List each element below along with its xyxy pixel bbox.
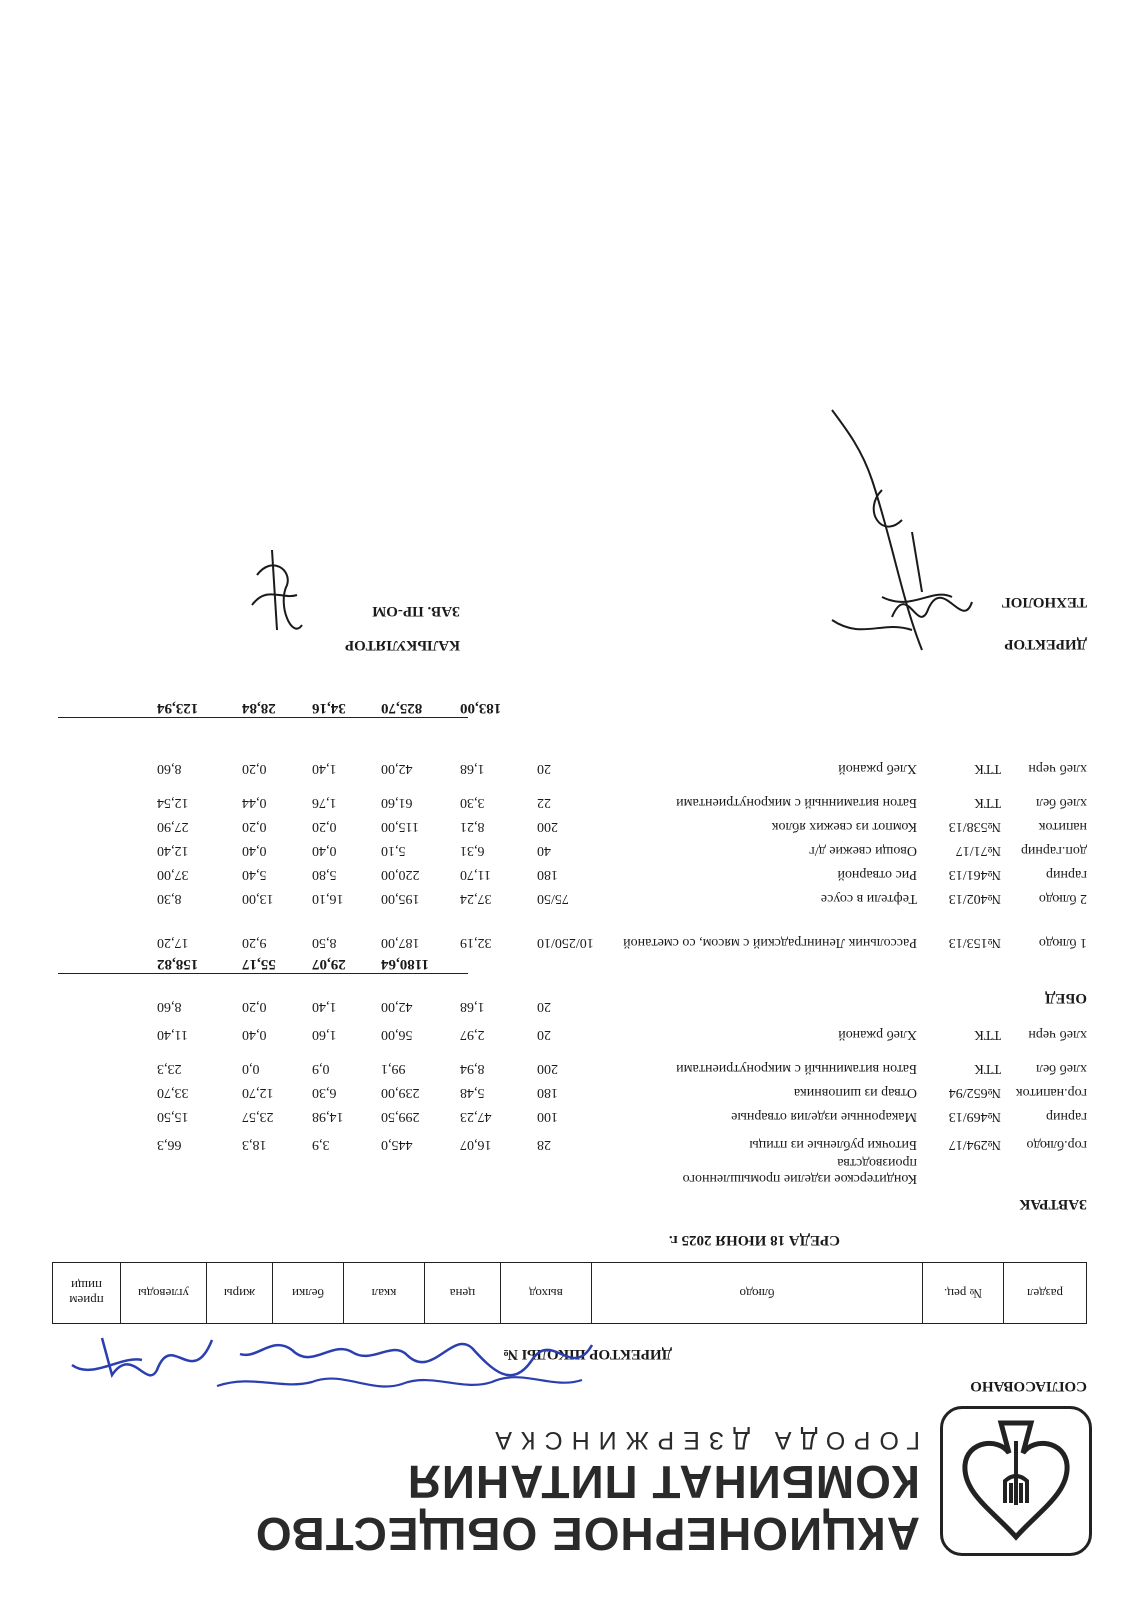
calculator-signature (242, 545, 312, 645)
breakfast-title: ЗАВТРАК (1019, 1196, 1087, 1212)
breakfast-cell-part: гарнир (1046, 1109, 1087, 1124)
breakfast-cell-protein: 1,60 (312, 1027, 337, 1042)
breakfast-cell-part: хлеб черн (1028, 1027, 1087, 1042)
breakfast-cell-recipe: №469/13 (948, 1109, 1001, 1124)
breakfast-cell-kcal: 239,00 (381, 1085, 420, 1100)
col-price: цена (425, 1263, 501, 1324)
breakfast-cell-carbs: 66,3 (157, 1137, 182, 1152)
breakfast-total-rule (58, 973, 468, 974)
lunch-cell-carbs: 8,30 (157, 891, 182, 906)
lunch-cell-part: хлеб черн (1028, 761, 1087, 776)
breakfast-total-protein: 29,07 (312, 956, 346, 972)
lunch-total-protein: 34,16 (312, 700, 346, 716)
breakfast-cell-meal: Макаронные изделия отварные (731, 1109, 917, 1124)
breakfast-cell-carbs: 33,70 (157, 1085, 189, 1100)
lunch-cell-carbs: 37,00 (157, 867, 189, 882)
lunch-cell-price: 3,30 (460, 795, 485, 810)
breakfast-cell-protein: 1,40 (312, 999, 337, 1014)
lunch-cell-price: 37,24 (460, 891, 492, 906)
breakfast-cell-price: 47,23 (460, 1109, 492, 1124)
breakfast-cell-carbs: 8,60 (157, 999, 182, 1014)
lunch-cell-recipe: №538/13 (948, 819, 1001, 834)
breakfast-cell-output: 180 (537, 1085, 558, 1100)
lunch-cell-price: 1,68 (460, 761, 485, 776)
breakfast-cell-kcal: 56,00 (381, 1027, 413, 1042)
breakfast-cell-price: 2,97 (460, 1027, 485, 1042)
breakfast-cell-recipe: ТТК (974, 1061, 1001, 1076)
director-label: ДИРЕКТОР (1004, 636, 1087, 652)
lunch-cell-part: напиток (1038, 819, 1087, 834)
breakfast-cell-part: гор.блюдо (1026, 1137, 1087, 1152)
lunch-cell-recipe: №71/17 (955, 843, 1001, 858)
lunch-cell-price: 8,21 (460, 819, 485, 834)
breakfast-total-carbs: 158,82 (157, 956, 199, 972)
lunch-total-carbs: 123,94 (157, 700, 199, 716)
lunch-cell-output: 20 (537, 761, 551, 776)
org-line-1: АКЦИОНЕРНОЕ ОБЩЕСТВО (254, 1508, 920, 1560)
lunch-cell-output: 200 (537, 819, 558, 834)
lunch-cell-price: 6,31 (460, 843, 485, 858)
lunch-cell-carbs: 8,60 (157, 761, 182, 776)
breakfast-cell-fat: 23,57 (242, 1109, 274, 1124)
lunch-cell-output: 180 (537, 867, 558, 882)
lunch-cell-protein: 16,10 (312, 891, 344, 906)
col-recipe: № рец. (923, 1263, 1004, 1324)
breakfast-cell-meal: Хлеб ржаной (838, 1027, 917, 1042)
organization-title (20, 1424, 920, 1560)
lunch-cell-part: 2 блюдо (1038, 891, 1087, 906)
lunch-cell-protein: 8,50 (312, 935, 337, 950)
lunch-cell-part: хлеб бел (1036, 795, 1087, 810)
breakfast-cell-fat: 0,0 (242, 1061, 260, 1076)
breakfast-cell-meal: Биточки рубленые из птицы (749, 1137, 917, 1152)
breakfast-cell-fat: 12,70 (242, 1085, 274, 1100)
breakfast-cell-output: 28 (537, 1137, 551, 1152)
lunch-title: ОБЕД (1045, 990, 1087, 1006)
lunch-cell-recipe: №461/13 (948, 867, 1001, 882)
approved-label: СОГЛАСОВАНО (970, 1378, 1087, 1394)
lunch-cell-protein: 5,80 (312, 867, 337, 882)
breakfast-cell-carbs: 23,3 (157, 1061, 182, 1076)
breakfast-total-fat: 55,17 (242, 956, 276, 972)
breakfast-cell-output: 20 (537, 1027, 551, 1042)
breakfast-cell-kcal: 299,50 (381, 1109, 420, 1124)
lunch-cell-fat: 0,44 (242, 795, 267, 810)
breakfast-cell-price: 8,94 (460, 1061, 485, 1076)
lunch-cell-meal: Компот из свежих яблок (771, 819, 917, 834)
lunch-cell-protein: 0,40 (312, 843, 337, 858)
lunch-total-price: 183,00 (460, 700, 502, 716)
lunch-cell-output: 75/50 (537, 891, 569, 906)
breakfast-cell-protein: 0,9 (312, 1061, 330, 1076)
lunch-cell-fat: 0,20 (242, 761, 267, 776)
school-director-label: ДИРЕКТОР ШКОЛЫ № (502, 1346, 672, 1362)
spade-fork-icon (943, 1409, 1089, 1553)
lunch-cell-meal: Тефтели в соусе (820, 891, 917, 906)
lunch-cell-meal: Рис отварной (837, 867, 917, 882)
lunch-cell-carbs: 17,20 (157, 935, 189, 950)
col-output: выход (501, 1263, 592, 1324)
day-title: СРЕДА 18 ИЮНЯ 2025 г. (668, 1232, 840, 1248)
lunch-cell-meal: Хлеб ржаной (838, 761, 917, 776)
lunch-cell-fat: 13,00 (242, 891, 274, 906)
lunch-cell-kcal: 61,60 (381, 795, 413, 810)
lunch-cell-output: 22 (537, 795, 551, 810)
breakfast-cell-recipe: №294/17 (948, 1137, 1001, 1152)
breakfast-cell-fat: 18,3 (242, 1137, 267, 1152)
breakfast-cell-part: гор.напиток (1015, 1085, 1087, 1100)
col-fat: жиры (207, 1263, 273, 1324)
col-kcal: ккал (344, 1263, 425, 1324)
lunch-cell-fat: 9,20 (242, 935, 267, 950)
lunch-cell-kcal: 187,00 (381, 935, 420, 950)
breakfast-cell-protein: 3,9 (312, 1137, 330, 1152)
lunch-cell-recipe: ТТК (974, 761, 1001, 776)
breakfast-cell-price: 16,07 (460, 1137, 492, 1152)
director-signature (792, 400, 942, 660)
lunch-cell-fat: 0,20 (242, 819, 267, 834)
lunch-cell-kcal: 5,10 (381, 843, 406, 858)
col-meal: блюдо (592, 1263, 923, 1324)
company-logo (940, 1406, 1092, 1556)
lunch-cell-carbs: 12,40 (157, 843, 189, 858)
breakfast-cell-meal: Отвар из шиповника (793, 1085, 917, 1100)
breakfast-cell-kcal: 445,0 (381, 1137, 413, 1152)
lunch-cell-protein: 1,40 (312, 761, 337, 776)
handwritten-approval-signature (52, 1320, 612, 1400)
breakfast-cell-recipe: №652/94 (948, 1085, 1001, 1100)
breakfast-cell-part: хлеб бел (1036, 1061, 1087, 1076)
org-line-3: ГОРОДА ДЗЕРЖИНСКА (486, 1426, 920, 1454)
lunch-cell-meal: Рассольник Ленинградский с мясом, со сметаной (623, 935, 917, 950)
col-part: раздел (1004, 1263, 1087, 1324)
column-header-table (52, 1262, 1087, 1324)
col-meal-time: прием пищи (53, 1263, 121, 1324)
org-line-2: КОМБИНАТ ПИТАНИЯ (406, 1456, 920, 1508)
lunch-cell-meal: Овощи свежие д/г (809, 843, 917, 858)
breakfast-cell-kcal: 42,00 (381, 999, 413, 1014)
breakfast-cell-fat: 0,40 (242, 1027, 267, 1042)
lunch-cell-carbs: 27,90 (157, 819, 189, 834)
breakfast-cell-carbs: 15,50 (157, 1109, 189, 1124)
col-protein: белки (273, 1263, 344, 1324)
breakfast-cell-recipe: ТТК (974, 1027, 1001, 1042)
breakfast-cell-meal: Батон витаминный с микронутриентами (676, 1061, 917, 1076)
lunch-cell-protein: 0,20 (312, 819, 337, 834)
lunch-cell-output: 10/250/10 (537, 935, 594, 950)
breakfast-cell-kcal: 99,1 (381, 1061, 406, 1076)
lunch-cell-price: 32,19 (460, 935, 492, 950)
breakfast-cell-output: 100 (537, 1109, 558, 1124)
lunch-cell-fat: 5,40 (242, 867, 267, 882)
lunch-cell-output: 40 (537, 843, 551, 858)
lunch-total-kcal: 825,70 (381, 700, 423, 716)
production-head-label: ЗАВ. ПР-ОМ (372, 603, 460, 619)
lunch-cell-recipe: №402/13 (948, 891, 1001, 906)
breakfast-cell-output: 200 (537, 1061, 558, 1076)
lunch-cell-part: доп.гарнир (1020, 843, 1087, 858)
lunch-cell-kcal: 42,00 (381, 761, 413, 776)
breakfast-cell-fat: 0,20 (242, 999, 267, 1014)
technologist-label: ТЕХНОЛОГ (1001, 594, 1087, 610)
breakfast-cell-price: 5,48 (460, 1085, 485, 1100)
breakfast-cell-output: 20 (537, 999, 551, 1014)
breakfast-cell-protein: 6,30 (312, 1085, 337, 1100)
lunch-cell-kcal: 195,00 (381, 891, 420, 906)
calculator-block (345, 594, 460, 662)
lunch-cell-carbs: 12,54 (157, 795, 189, 810)
director-block (1001, 581, 1087, 665)
lunch-cell-protein: 1,76 (312, 795, 337, 810)
lunch-cell-fat: 0,40 (242, 843, 267, 858)
lunch-cell-meal: Батон витаминный с микронутриентами (676, 795, 917, 810)
lunch-cell-kcal: 115,00 (381, 819, 419, 834)
col-carbs: углеводы (121, 1263, 207, 1324)
lunch-cell-kcal: 220,00 (381, 867, 420, 882)
lunch-total-fat: 28,84 (242, 700, 276, 716)
lunch-cell-recipe: ТТК (974, 795, 1001, 810)
lunch-cell-price: 11,70 (460, 867, 491, 882)
lunch-total-rule (58, 717, 468, 718)
breakfast-cell-protein: 14,98 (312, 1109, 344, 1124)
lunch-cell-recipe: №153/13 (948, 935, 1001, 950)
breakfast-total-kcal: 1180,64 (381, 956, 429, 972)
breakfast-cell-price: 1,68 (460, 999, 485, 1014)
lunch-cell-part: 1 блюдо (1038, 935, 1087, 950)
calculator-label: КАЛЬКУЛЯТОР (344, 637, 460, 653)
lunch-cell-part: гарнир (1046, 867, 1087, 882)
breakfast-cell-carbs: 11,40 (157, 1027, 188, 1042)
breakfast-cell-meal: Кондитерское изделие промышленного производства (682, 1155, 917, 1186)
